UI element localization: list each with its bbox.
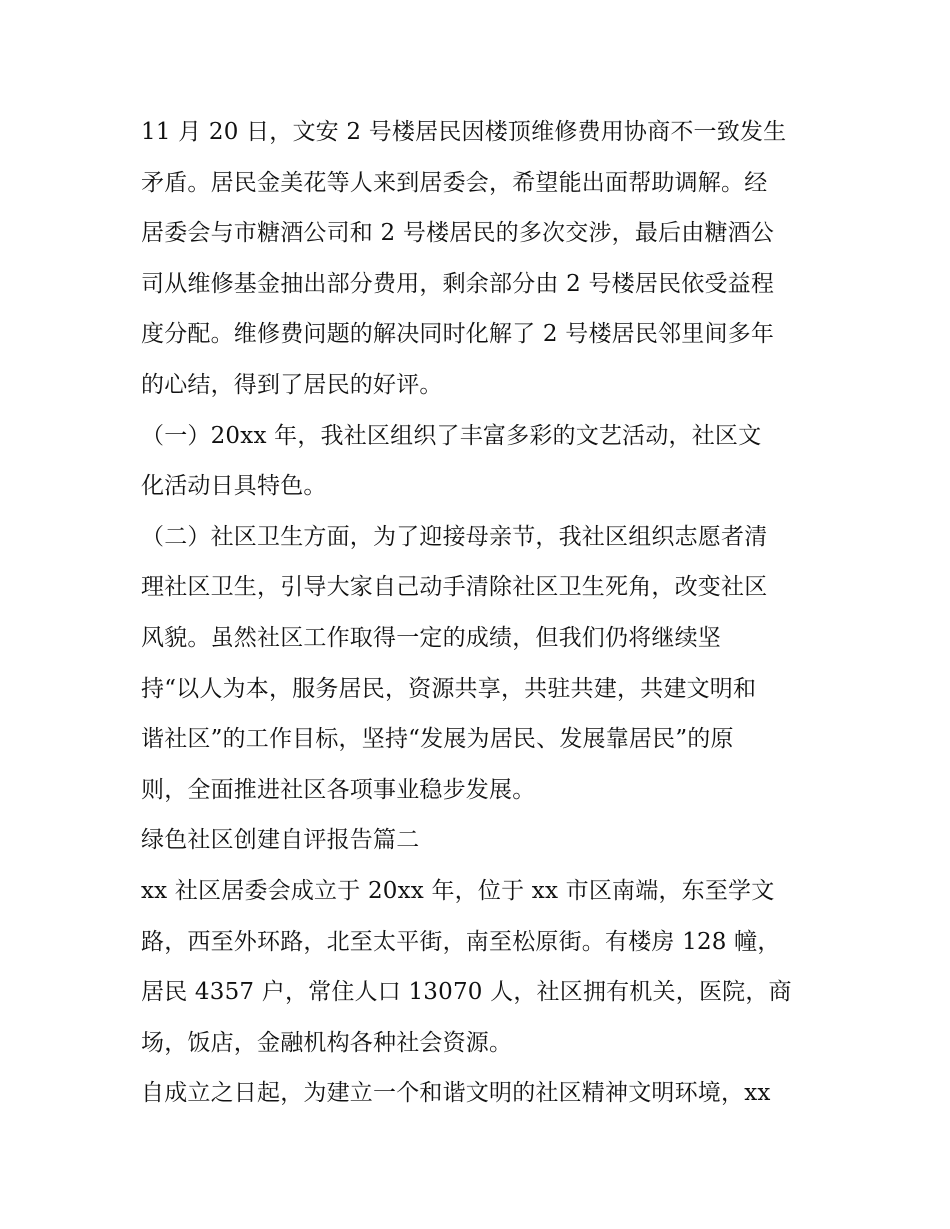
- text-line: 风貌。虽然社区工作取得一定的成绩，但我们仍将继续坚: [141, 624, 721, 651]
- text-line: xx 社区居委会成立于 20xx 年，位于 xx 市区南端，东至学文: [141, 877, 775, 904]
- text-line: （二）社区卫生方面，为了迎接母亲节，我社区组织志愿者清: [141, 523, 768, 550]
- text-line: 的心结，得到了居民的好评。: [141, 371, 443, 398]
- text-line: （一）20xx 年，我社区组织了丰富多彩的文艺活动，社区文: [141, 422, 762, 449]
- text-line: 理社区卫生，引导大家自己动手清除社区卫生死角，改变社区: [141, 574, 768, 601]
- text-line: 司从维修基金抽出部分费用，剩余部分由 2 号楼居民依受益程: [141, 270, 775, 297]
- section-heading: 绿色社区创建自评报告篇二: [141, 827, 420, 854]
- text-line: 度分配。维修费问题的解决同时化解了 2 号楼居民邻里间多年: [141, 321, 775, 348]
- text-line: 则，全面推进社区各项事业稳步发展。: [141, 776, 536, 803]
- text-line: 居委会与市糖酒公司和 2 号楼居民的多次交涉，最后由糖酒公: [141, 220, 775, 247]
- text-line: 矛盾。居民金美花等人来到居委会，希望能出面帮助调解。经: [141, 169, 768, 196]
- text-line: 谐社区”的工作目标，坚持“发展为居民、发展靠居民”的原: [141, 726, 734, 753]
- text-line: 自成立之日起，为建立一个和谐文明的社区精神文明环境，xx: [141, 1080, 771, 1107]
- document-body: [141, 107, 831, 1119]
- text-line: 场，饭店，金融机构各种社会资源。: [141, 1029, 513, 1056]
- text-line: 化活动日具特色。: [141, 473, 327, 500]
- text-line: 11 月 20 日，文安 2 号楼居民因楼顶维修费用协商不一致发生: [141, 119, 787, 145]
- text-line: 持“以人为本，服务居民，资源共享，共驻共建，共建文明和: [141, 675, 757, 702]
- text-line: 居民 4357 户，常住人口 13070 人，社区拥有机关，医院，商: [141, 979, 792, 1006]
- text-line: 路，西至外环路，北至太平街，南至松原街。有楼房 128 幢，: [141, 928, 781, 955]
